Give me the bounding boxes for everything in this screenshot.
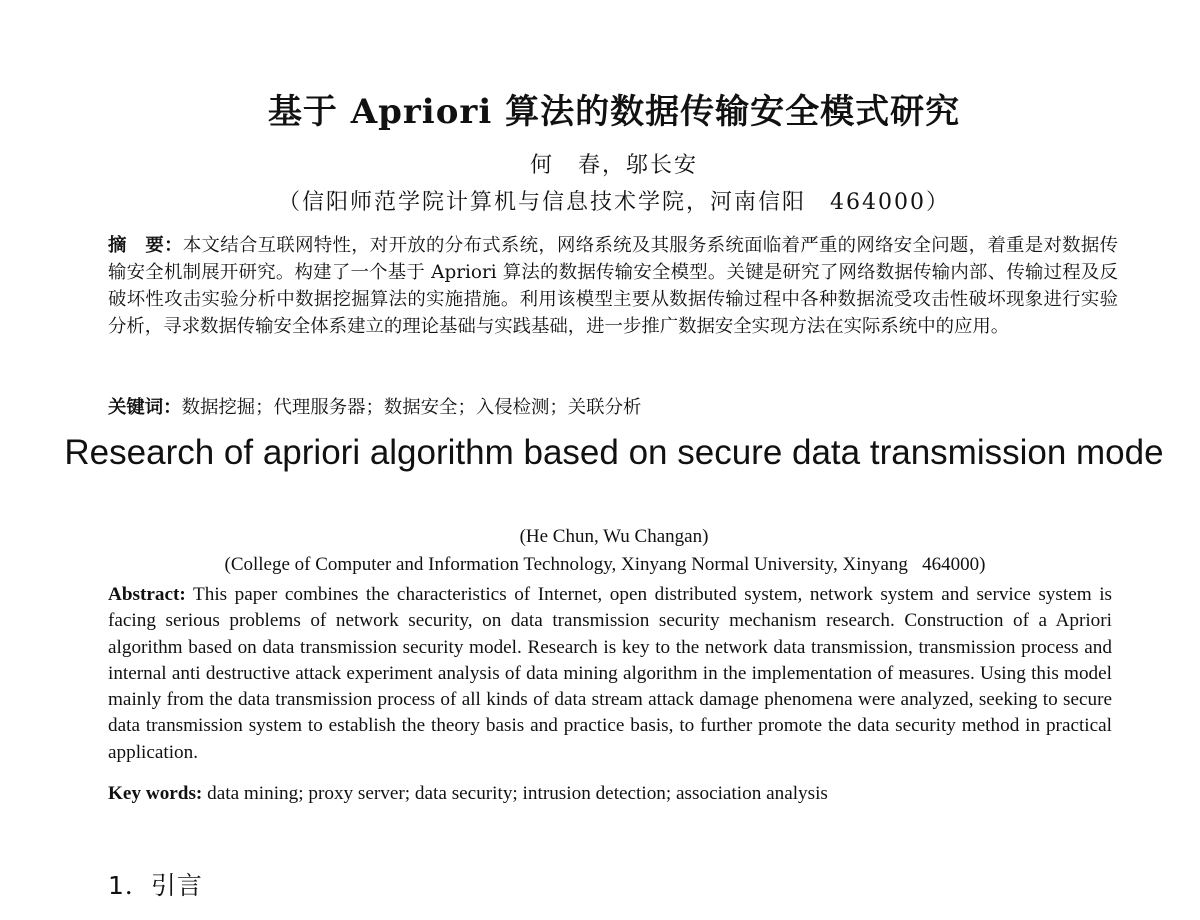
- english-authors: (He Chun, Wu Changan): [519, 526, 709, 547]
- english-keywords-text: data mining; proxy server; data security; intrusion detection; association analysis: [202, 783, 828, 804]
- english-keywords: [108, 781, 1112, 807]
- chinese-abstract-text: 本文结合互联网特性，对开放的分布式系统，网络系统及其服务系统面临着严重的网络安全问题，着重是对数据传输安全机制展开研究。构建了一个基于 Apriori 算法的数据传输安全模型。关键是研究了网络数据传输内部、传输过程及反破坏性攻击实验分析中数据挖掘算法的实施措施。利用该模型主要从数据传输过程中各种数据流受攻击性破坏现象进行实验分析，寻求数据传输安全体系建立的理论基础与实践基础，进一步推广数据安全实现方法在实际系统中的应用。: [108, 235, 1118, 337]
- chinese-authors: 何 春，邬长安: [529, 153, 698, 178]
- english-keywords-label: Key words:: [108, 783, 203, 804]
- chinese-abstract-label: 摘 要：: [108, 235, 183, 256]
- section-heading-introduction: 1．引言: [108, 871, 203, 900]
- chinese-keywords: [108, 394, 1118, 421]
- chinese-keywords-label: 关键词：: [108, 397, 182, 418]
- english-abstract: [108, 582, 1112, 766]
- chinese-title: 基于 Apriori 算法的数据传输安全模式研究: [267, 92, 961, 132]
- chinese-affiliation: （信阳师范学院计算机与信息技术学院，河南信阳 464000）: [278, 190, 950, 215]
- english-abstract-label: Abstract:: [108, 584, 186, 605]
- chinese-abstract: [108, 232, 1118, 340]
- english-abstract-text: This paper combines the characteristics of Internet, open distributed system, network system and service system is facing serious problems of network security, on data transmission security mechanism research. Construction of a Apriori algorithm based on data transmission security model. Research is key to the network data transmission, transmission process and internal anti destructive attack experiment analysis of data mining algorithm in the implementation of measures. Using this model mainly from the data transmission process of all kinds of data stream attack damage phenomena were analyzed, seeking to secure data transmission system to establish the theory basis and practice basis, to further promote the data security method in practical application.: [108, 584, 1112, 763]
- chinese-keywords-text: 数据挖掘；代理服务器；数据安全；入侵检测；关联分析: [181, 397, 642, 418]
- english-title: Research of apriori algorithm based on secure data transmission mode: [64, 433, 1164, 472]
- english-affiliation: (College of Computer and Information Technology, Xinyang Normal University, Xinyang 464000): [224, 554, 986, 575]
